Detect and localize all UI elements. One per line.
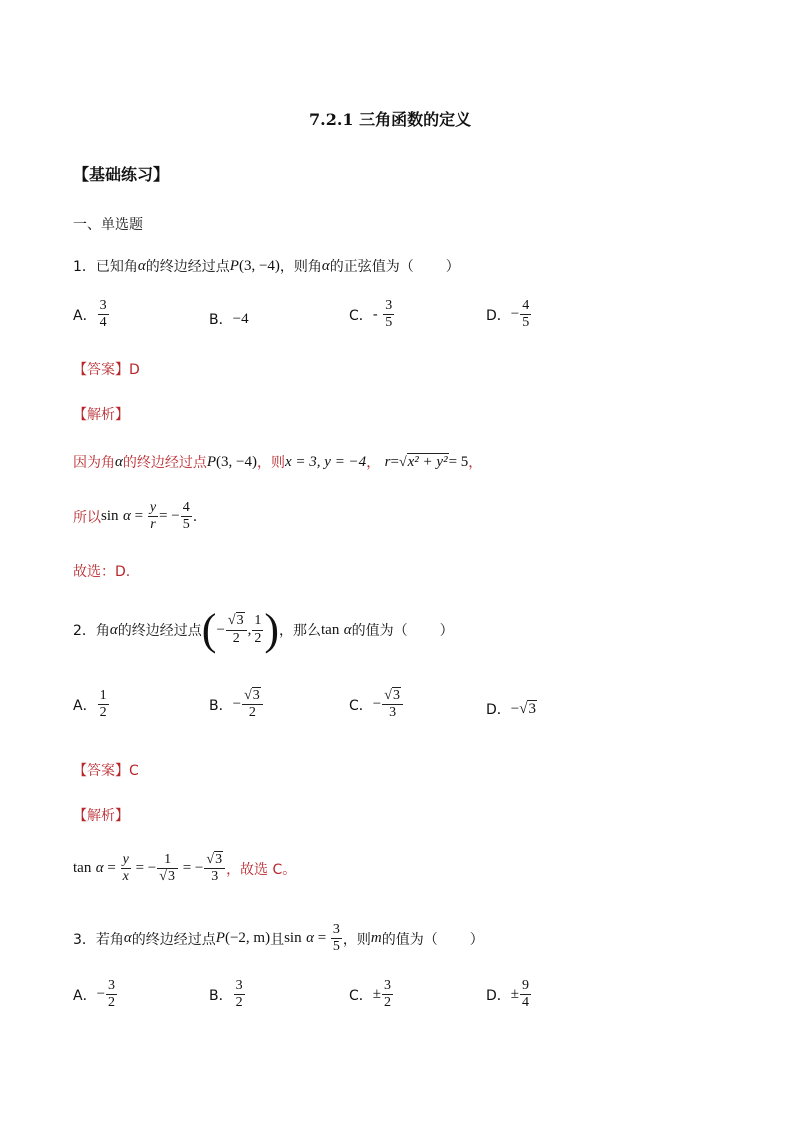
q1-text: 已知角 <box>95 259 138 275</box>
radicand: 3 <box>528 700 536 717</box>
q2-number: 2． <box>73 623 96 639</box>
q1-option-b[interactable] <box>209 309 249 329</box>
q3-text: 且 <box>270 931 285 948</box>
option-label: A． <box>73 307 97 324</box>
q1-point-label: P <box>229 257 239 274</box>
radicand: 3 <box>215 852 223 867</box>
sign: - <box>372 306 378 323</box>
fraction <box>383 298 394 331</box>
fraction <box>252 613 263 646</box>
fraction: $\frac{√3}{2}$ <box>226 613 247 646</box>
q3-alpha: α <box>123 930 132 947</box>
radicand: x² + y² <box>407 453 448 470</box>
denominator: 2 <box>232 630 240 646</box>
numerator: 3 <box>383 298 394 315</box>
q1-option-c[interactable] <box>349 298 395 331</box>
point-label: P <box>206 453 217 470</box>
alpha: α <box>122 508 131 525</box>
numerator: 1 <box>252 613 263 630</box>
q2-option-a[interactable] <box>73 688 110 721</box>
fraction <box>520 298 531 331</box>
option-label: B． <box>209 312 233 328</box>
q1-option-d[interactable] <box>486 298 532 331</box>
sol-text: ， <box>468 455 483 471</box>
q3-number: 3． <box>73 931 96 948</box>
q2-alpha: α <box>343 621 352 638</box>
q2-text: ） <box>439 623 454 639</box>
denominator: r <box>150 517 156 533</box>
q2-text: 角 <box>95 623 110 639</box>
q3-option-d[interactable] <box>486 978 532 1011</box>
eq: = 5 <box>448 453 469 470</box>
q2-text: 的终边经过点 <box>117 623 202 639</box>
fraction: $\frac{1}{√3}$ <box>157 852 178 885</box>
q2-option-d[interactable]: D． − √3 <box>486 700 536 718</box>
q2-answer: 【答案】C <box>73 763 139 779</box>
fraction <box>98 688 109 721</box>
fraction: $\frac{√3}{2}$ <box>242 688 263 721</box>
denominator: 2 <box>248 705 256 721</box>
sin: sin <box>101 508 119 525</box>
option-label: B． <box>209 697 233 714</box>
radicand: 3 <box>392 688 400 703</box>
numerator: 1 <box>157 852 178 869</box>
fraction <box>331 922 342 955</box>
option-label: C． <box>349 307 373 324</box>
denominator: 5 <box>385 315 393 331</box>
fraction <box>234 978 245 1011</box>
denominator: x <box>122 869 129 885</box>
option-label: C． <box>349 987 373 1004</box>
q2-text: 的值为（ <box>351 623 408 639</box>
point: (3, −4) <box>216 453 257 470</box>
alpha: α <box>95 860 104 877</box>
sol-text: 因为角 <box>73 455 115 471</box>
q1-answer: 【答案】D <box>73 362 140 378</box>
numerator: 3 <box>98 298 109 315</box>
part-heading: 一、单选题 <box>73 217 143 233</box>
page-title: 7.2.1 三角函数的定义 <box>309 110 472 129</box>
section-heading: 【基础练习】 <box>73 165 170 184</box>
radicand: 3 <box>236 613 244 629</box>
q2-option-c[interactable]: C． − $\frac{√3}{3}$ <box>349 688 404 721</box>
sign: − <box>510 306 520 323</box>
fraction <box>121 852 131 885</box>
numerator: 4 <box>520 298 531 315</box>
q1-conclusion: 故选：D. <box>73 564 131 580</box>
q3-text: 的终边经过点 <box>131 931 216 948</box>
plus-minus: ± <box>372 986 382 1003</box>
q2-analysis-label: 【解析】 <box>73 808 129 824</box>
q1-text: ，则角 <box>279 259 322 275</box>
q3-point-label: P <box>215 930 225 947</box>
q2-solution: tan α = $\frac{y}{x}$ = − $\frac{1}{√3}$ = − $\frac{√3}{3}$ ，故选 C。 <box>73 852 297 885</box>
q1-alpha: α <box>321 257 330 274</box>
q3-m: m <box>370 930 382 947</box>
alpha: α <box>115 453 123 470</box>
radicand: 3 <box>252 688 260 703</box>
denominator: 5 <box>522 315 530 331</box>
option-label: D． <box>486 307 511 324</box>
denominator: 5 <box>332 939 340 955</box>
denominator: 2 <box>384 995 392 1011</box>
q3-option-b[interactable] <box>209 978 246 1011</box>
q3-option-a[interactable]: A． − $\frac{3}{2}$ <box>73 978 116 1011</box>
q2-alpha: α <box>109 621 118 638</box>
sin: sin <box>284 930 302 947</box>
q1-alpha: α <box>137 257 146 274</box>
q1-number: 1． <box>73 259 96 275</box>
r: r <box>384 453 391 470</box>
conclusion: ，故选 C。 <box>226 861 297 878</box>
denominator: 2 <box>108 995 116 1011</box>
question-1 <box>73 256 460 276</box>
numerator: y <box>148 500 158 517</box>
tan: tan <box>73 860 92 877</box>
q1-text: 的终边经过点 <box>145 259 230 275</box>
option-label: A． <box>73 987 97 1004</box>
q3-alpha: α <box>306 930 314 947</box>
fraction <box>106 978 117 1011</box>
numerator: 3 <box>106 978 117 995</box>
denominator: 2 <box>99 705 107 721</box>
denominator: 4 <box>99 315 107 331</box>
q1-option-a[interactable] <box>73 298 110 331</box>
numerator: 9 <box>520 978 531 995</box>
eq: = − <box>159 508 180 525</box>
q1-text: 的正弦值为（ <box>329 259 414 275</box>
numerator: 3 <box>234 978 245 995</box>
denominator: 3 <box>389 705 397 721</box>
option-value: −4 <box>232 310 249 327</box>
radicand: 3 <box>167 869 175 885</box>
denominator: 2 <box>254 630 262 646</box>
sol-text: 的终边经过点 <box>122 455 207 471</box>
q1-point: (3, −4) <box>238 257 280 274</box>
q3-text: ） <box>469 931 484 948</box>
period: . <box>192 508 198 525</box>
sol-text: ，则 <box>257 455 285 471</box>
option-label: A． <box>73 697 97 714</box>
q3-text: 的值为（ <box>381 931 438 948</box>
option-label: D． <box>486 702 511 718</box>
sol-text: 所以 <box>73 509 101 526</box>
numerator: 1 <box>98 688 109 705</box>
question-2: 2． 角 α 的终边经过点 ( − $\frac{√3}{2}$ , $\frac{1}{2}$ ) ，那么 tan α 的值为（ ） <box>73 605 454 654</box>
fraction <box>148 500 158 533</box>
q1-solution-line-2: 所以 sin α = $\frac{y}{r}$ = − $\frac{4}{5}$ . <box>73 500 198 533</box>
denominator: 2 <box>235 995 243 1011</box>
denominator: 5 <box>182 517 190 533</box>
q3-option-c[interactable] <box>349 978 394 1011</box>
eq: = <box>390 453 399 470</box>
coords: x = 3, y = −4 <box>285 453 367 470</box>
fraction <box>520 978 531 1011</box>
sol-text: ， <box>366 455 381 471</box>
q2-text: ，那么 <box>279 623 322 639</box>
q1-text: ） <box>445 259 460 275</box>
option-label: C． <box>349 697 373 714</box>
fraction <box>382 978 393 1011</box>
fraction <box>181 500 192 533</box>
numerator: 3 <box>382 978 393 995</box>
numerator: 3 <box>331 922 342 939</box>
tan: tan <box>321 621 340 638</box>
q3-point: (−2, m) <box>224 930 271 947</box>
q1-analysis-label: 【解析】 <box>73 407 129 423</box>
fraction: $\frac{√3}{3}$ <box>382 688 403 721</box>
denominator: 3 <box>211 869 219 885</box>
numerator: 4 <box>181 500 192 517</box>
option-label: D． <box>486 987 511 1004</box>
denominator: 4 <box>522 995 530 1011</box>
fraction <box>98 298 109 331</box>
q3-text: ，则 <box>342 931 371 948</box>
numerator: y <box>121 852 131 869</box>
plus-minus: ± <box>510 986 520 1003</box>
q2-option-b[interactable]: B． − $\frac{√3}{2}$ <box>209 688 264 721</box>
option-label: B． <box>209 987 233 1004</box>
sqrt: √x² + y² <box>398 453 448 470</box>
q3-text: 若角 <box>95 931 124 948</box>
q1-solution-line-1 <box>73 452 482 472</box>
fraction: $\frac{√3}{3}$ <box>204 852 225 885</box>
question-3: 3． 若角 α 的终边经过点 P (−2, m) 且 sin α = $\frac{3}{5}$ ，则 m 的值为（ ） <box>73 922 484 955</box>
